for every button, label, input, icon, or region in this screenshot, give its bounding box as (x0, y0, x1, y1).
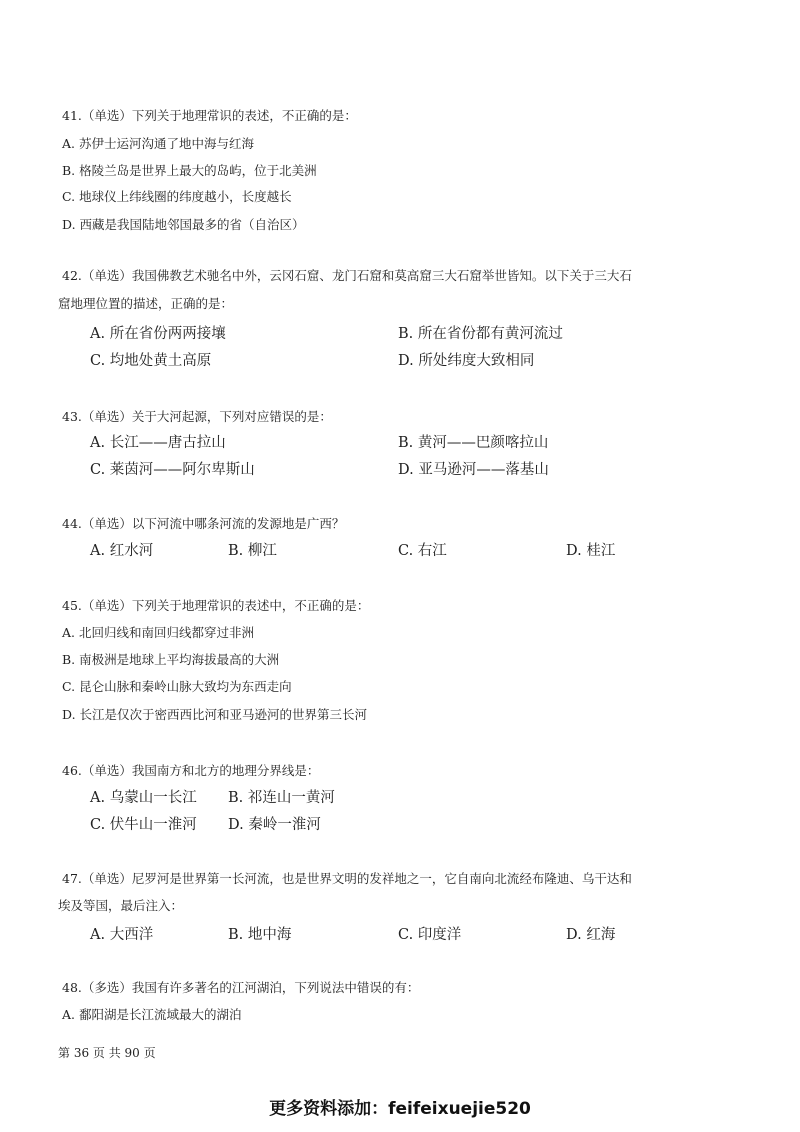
option-b: B. 地中海 (228, 927, 292, 943)
question-stem: 47.（单选）尼罗河是世界第一长河流，也是世界文明的发祥地之一，它自南向北流经布隆迪、乌干达和 (62, 871, 632, 886)
option-d: D. 西藏是我国陆地邻国最多的省（自治区） (62, 217, 305, 232)
option-c: C. 昆仑山脉和秦岭山脉大致均为东西走向 (62, 679, 292, 694)
option-a: A. 大西洋 (90, 927, 154, 943)
option-d: D. 亚马逊河——落基山 (398, 462, 549, 478)
watermark-text: 更多资料添加：feifeixuejie520 (269, 1099, 531, 1119)
option-d: D. 秦岭一淮河 (228, 817, 321, 833)
option-a: A. 长江——唐古拉山 (90, 435, 226, 451)
question-stem: 45.（单选）下列关于地理常识的表述中，不正确的是： (62, 598, 370, 613)
option-d: D. 所处纬度大致相同 (398, 353, 535, 369)
option-c: C. 伏牛山一淮河 (90, 817, 197, 833)
question-stem: 48.（多选）我国有许多著名的江河湖泊，下列说法中错误的有： (62, 980, 420, 995)
question-stem: 43.（单选）关于大河起源，下列对应错误的是： (62, 409, 332, 424)
question-stem-cont: 埃及等国，最后注入： (58, 898, 184, 913)
option-a: A. 所在省份两两接壤 (90, 326, 226, 342)
option-b: B. 祁连山一黄河 (228, 790, 335, 806)
option-c: C. 地球仪上纬线圈的纬度越小，长度越长 (62, 189, 292, 204)
option-b: B. 格陵兰岛是世界上最大的岛屿，位于北美洲 (62, 163, 317, 178)
question-stem-cont: 窟地理位置的描述，正确的是： (58, 296, 234, 311)
option-b: B. 黄河——巴颜喀拉山 (398, 435, 549, 451)
option-b: B. 所在省份都有黄河流过 (398, 326, 563, 342)
option-c: C. 右江 (398, 543, 447, 559)
option-c: C. 印度洋 (398, 927, 462, 943)
option-a: A. 乌蒙山一长江 (90, 790, 197, 806)
option-c: C. 莱茵河——阿尔卑斯山 (90, 462, 255, 478)
option-a: A. 北回归线和南回归线都穿过非洲 (62, 625, 254, 640)
option-a: A. 鄱阳湖是长江流域最大的湖泊 (62, 1007, 242, 1022)
option-d: D. 红海 (566, 927, 616, 943)
option-c: C. 均地处黄土高原 (90, 353, 212, 369)
question-stem: 42.（单选）我国佛教艺术驰名中外，云冈石窟、龙门石窟和莫高窟三大石窟举世皆知。以下关于三大石 (62, 268, 632, 283)
page-number: 第 36 页 共 90 页 (58, 1046, 156, 1060)
question-stem: 41.（单选）下列关于地理常识的表述，不正确的是： (62, 108, 357, 123)
option-a: A. 苏伊士运河沟通了地中海与红海 (62, 136, 254, 151)
question-stem: 46.（单选）我国南方和北方的地理分界线是： (62, 763, 320, 778)
option-b: B. 柳江 (228, 543, 277, 559)
option-d: D. 长江是仅次于密西西比河和亚马逊河的世界第三长河 (62, 707, 368, 722)
option-b: B. 南极洲是地球上平均海拔最高的大洲 (62, 652, 280, 667)
option-a: A. 红水河 (90, 543, 154, 559)
option-d: D. 桂江 (566, 543, 616, 559)
question-stem: 44.（单选）以下河流中哪条河流的发源地是广西？ (62, 516, 345, 531)
